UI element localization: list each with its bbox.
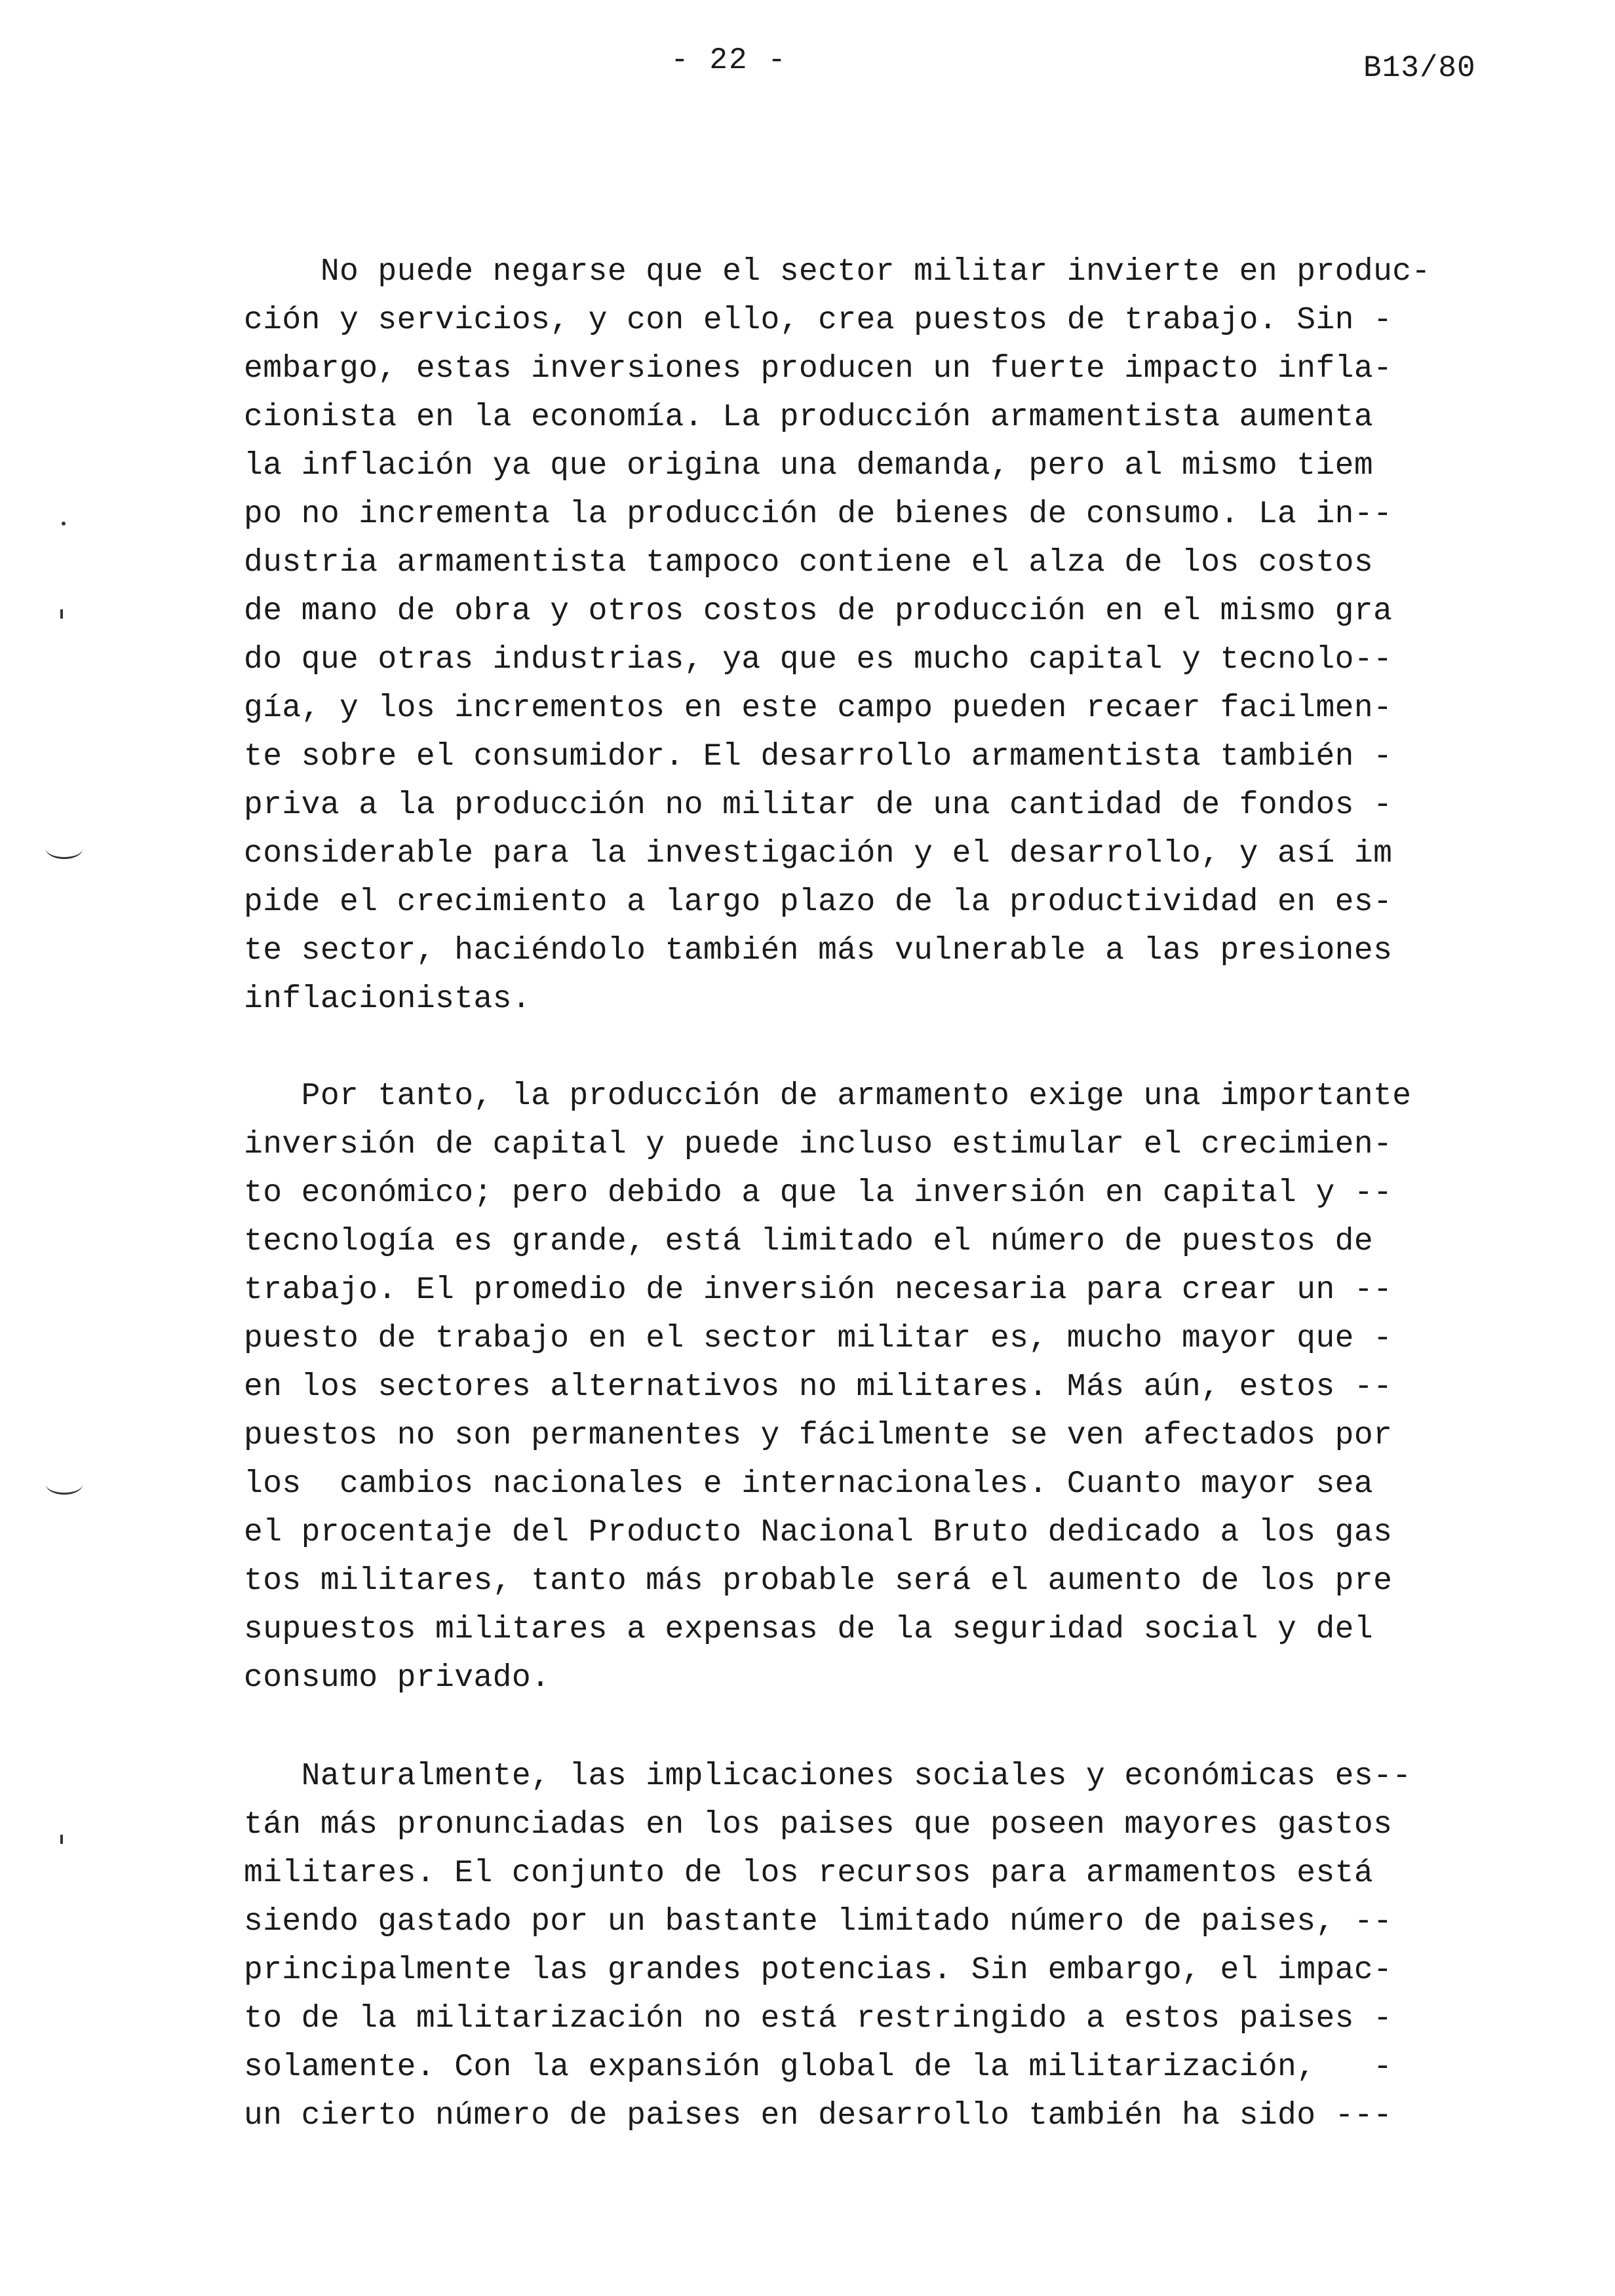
text-line: tán más pronunciadas en los paises que poseen mayores gastos bbox=[244, 1807, 1393, 1843]
text-line: gía, y los incrementos en este campo pueden recaer facilmen- bbox=[244, 691, 1393, 726]
text-line: Naturalmente, las implicaciones sociales y económicas es-- bbox=[244, 1759, 1412, 1794]
text-line: priva a la producción no militar de una cantidad de fondos - bbox=[244, 788, 1393, 823]
text-line: supuestos militares a expensas de la seguridad social y del bbox=[244, 1612, 1374, 1647]
text-line: de mano de obra y otros costos de producción en el mismo gra bbox=[244, 594, 1393, 629]
text-line: inflacionistas. bbox=[244, 982, 532, 1017]
text-line: considerable para la investigación y el desarrollo, y así im bbox=[244, 836, 1393, 871]
text-line: te sobre el consumidor. El desarrollo armamentista también - bbox=[244, 739, 1393, 775]
text-line: solamente. Con la expansión global de la militarización, - bbox=[244, 2050, 1393, 2085]
text-line: No puede negarse que el sector militar invierte en produc- bbox=[244, 254, 1431, 290]
text-line: te sector, haciéndolo también más vulnerable a las presiones bbox=[244, 933, 1393, 968]
text-line: pide el crecimiento a largo plazo de la productividad en es- bbox=[244, 885, 1393, 920]
margin-dot bbox=[62, 522, 66, 526]
text-line: la inflación ya que origina una demanda, pero al mismo tiem bbox=[244, 448, 1374, 484]
paragraph-3 bbox=[244, 1752, 1437, 2140]
text-line: trabajo. El promedio de inversión necesaria para crear un -- bbox=[244, 1272, 1393, 1308]
text-line: principalmente las grandes potencias. Sin embargo, el impac- bbox=[244, 1953, 1393, 1988]
text-line: puesto de trabajo en el sector militar es, mucho mayor que - bbox=[244, 1321, 1393, 1356]
text-line: ción y servicios, y con ello, crea puestos de trabajo. Sin - bbox=[244, 303, 1393, 338]
page-number: - 22 - bbox=[671, 43, 787, 77]
text-line: puestos no son permanentes y fácilmente se ven afectados por bbox=[244, 1418, 1393, 1453]
text-line: tos militares, tanto más probable será el aumento de los pre bbox=[244, 1563, 1393, 1599]
text-line: to de la militarización no está restringido a estos paises - bbox=[244, 2001, 1393, 2037]
paragraph-2 bbox=[244, 1072, 1437, 1702]
paragraph-1 bbox=[244, 248, 1437, 1024]
text-line: el procentaje del Producto Nacional Bruto dedicado a los gas bbox=[244, 1515, 1393, 1550]
text-line: siendo gastado por un bastante limitado número de paises, -- bbox=[244, 1904, 1393, 1940]
text-line: consumo privado. bbox=[244, 1660, 551, 1696]
margin-curve bbox=[46, 1474, 83, 1495]
text-line: un cierto número de paises en desarrollo también ha sido --- bbox=[244, 2098, 1393, 2133]
document-reference: B13/80 bbox=[1363, 51, 1476, 85]
text-line: Por tanto, la producción de armamento exige una importante bbox=[244, 1079, 1412, 1114]
margin-curve bbox=[46, 839, 83, 859]
text-line: en los sectores alternativos no militares. Más aún, estos -- bbox=[244, 1369, 1393, 1405]
text-line: inversión de capital y puede incluso estimular el crecimien- bbox=[244, 1127, 1393, 1162]
text-line: dustria armamentista tampoco contiene el alza de los costos bbox=[244, 545, 1374, 581]
text-line: to económico; pero debido a que la inversión en capital y -- bbox=[244, 1176, 1393, 1211]
margin-tick bbox=[60, 1835, 63, 1844]
text-line: cionista en la economía. La producción armamentista aumenta bbox=[244, 400, 1374, 435]
text-line: tecnología es grande, está limitado el número de puestos de bbox=[244, 1224, 1374, 1259]
text-line: los cambios nacionales e internacionales. Cuanto mayor sea bbox=[244, 1466, 1374, 1502]
text-line: po no incrementa la producción de bienes de consumo. La in-- bbox=[244, 497, 1393, 532]
text-line: embargo, estas inversiones producen un fuerte impacto infla- bbox=[244, 351, 1393, 387]
margin-tick bbox=[60, 609, 63, 619]
text-line: do que otras industrias, ya que es mucho capital y tecnolo-- bbox=[244, 642, 1393, 678]
text-line: militares. El conjunto de los recursos para armamentos está bbox=[244, 1856, 1374, 1891]
